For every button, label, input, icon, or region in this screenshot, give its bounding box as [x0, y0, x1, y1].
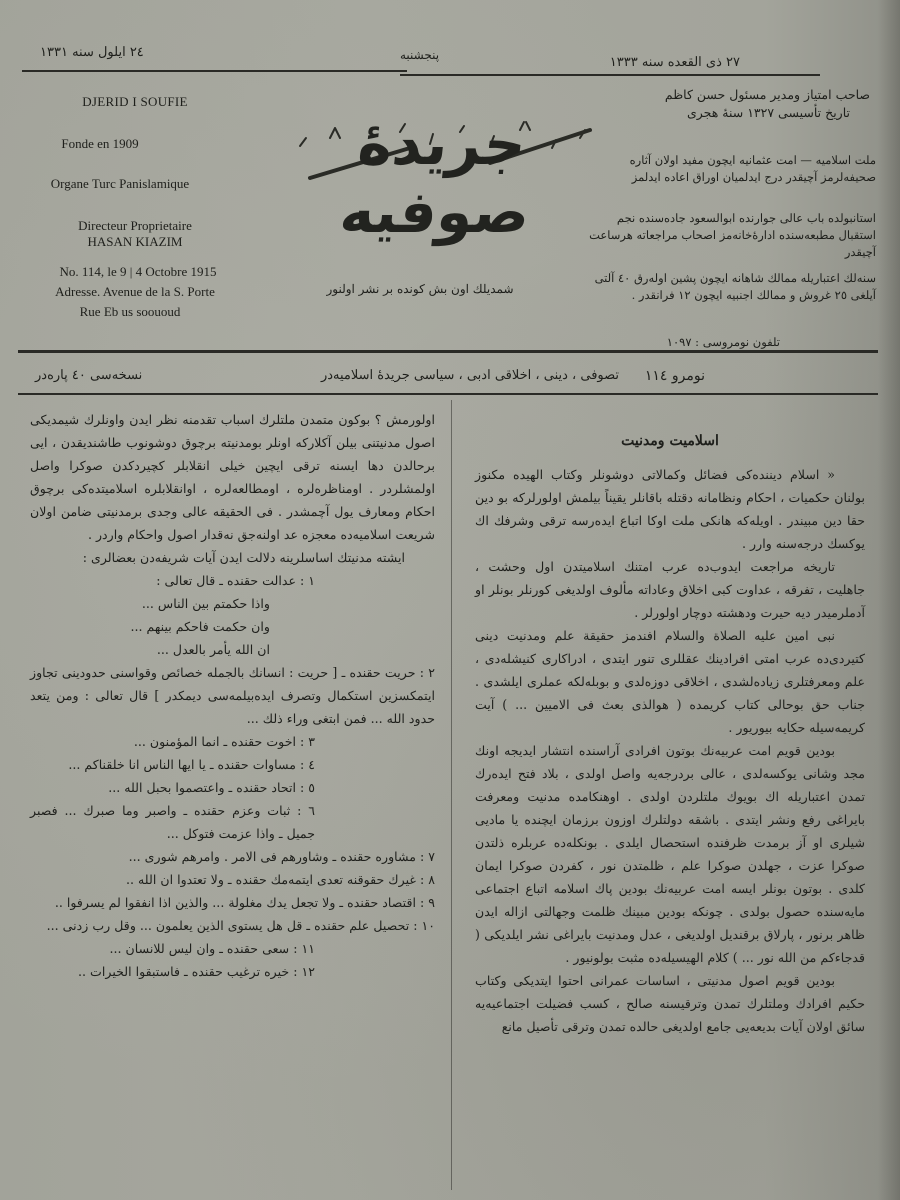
french-director-name: HASAN KIAZIM: [87, 234, 183, 249]
header-rule-right: [400, 74, 820, 76]
masthead-subtitle: شمديلك اون بش كونده بر نشر اولنور: [326, 282, 514, 296]
article-paragraph: بودين قويم اصول مدنيتی ، اساسات عمرانی احتوا ايتديكی وكتاب حكيم افرادك وملتلرك تمدن وترقيسنه صالح ، كسب فضيلت اجتماعيه‌يه سائق اولان آيات بديعه‌يی جامع اولديغی حالده تمدن وترقی تأصيل مانع: [475, 973, 865, 1034]
list-item: ٣ : اخوت حقنده ـ انما المؤمنون ...: [133, 734, 315, 749]
phone-number: تلفون نومروسی : ١٠٩٧: [666, 335, 780, 349]
issue-number: نومرو ١١٤: [644, 368, 705, 384]
article-column-left: [30, 408, 435, 983]
founded-line: تاريخ تأسيسی ١٣٢٧ سنهٔ هجری: [686, 105, 850, 120]
owner-line: صاحب امتياز ومدير مسئول حسن كاظم: [664, 87, 870, 102]
list-item: ٨ : غيرك حقوقنه تعدی ايتمه‌مك حقنده ـ ولا تعتدوا ان الله ..: [126, 872, 435, 887]
notice-subscription: سنه‌لك اعتباريله ممالك شاهانه ايچون پشين اولەرق ٤٠ آلتی آيلغی ٢٥ غروش و ممالك اجنبيه ايچون ١٢ فرانقدر .: [594, 271, 876, 302]
date-rumi: ٢٤ ايلول سنه ١٣٣١: [40, 45, 144, 60]
masthead-bottom-rule: [18, 350, 878, 353]
french-organ: Organe Turc Panislamique: [50, 176, 190, 191]
masthead-title: جريدهٔ صوفيه: [336, 110, 534, 246]
column-divider: [451, 400, 452, 1190]
issue-bar-rule: [18, 393, 878, 395]
article-paragraph: اولورمش ؟ بوكون متمدن ملتلرك اسباب تقدمنه نظر ايدن واونلرك شيمديكی اصول مدنيتنی بيلن آكلارکه اونلر بومدنيته برچوق دوشونوب طاشنديقدن ، ايی برحالدن دها ايسنه ترقی ايچين خيلی انقلابلر كچيردكدن صوكرا واصل اولمشلردر . اومناظره‌لره ، اومطالعه‌لره ، اوانقلابلره اسلاميتده‌كی برچوق احكام ومعارف يول آچمشدر . فی الحقيقه عالی وجدی برمدنيتی ضامن اولان شريعت اسلاميه‌ده معجزه عد اولنه‌جق نه‌قدار اصول واحكام واردر .: [30, 412, 435, 542]
article-title: اسلاميت ومدنيت: [621, 433, 719, 449]
list-item: ٩ : اقتصاد حقنده ـ ولا تجعل يدك مغلولة ... والذين اذا انفقوا لم يسرفوا ..: [54, 895, 435, 910]
french-issue: No. 114, le 9 | 4 Octobre 1915: [59, 264, 217, 279]
french-founded: Fonde en 1909: [61, 136, 139, 151]
article-paragraph: بودين قويم امت عربيه‌نك بوتون افرادی آراسنده انتشار ايديجه اونك مجد وشانی يوكسه‌لدی ، عالی بردرجه‌يه واصل اولدی ، بلاد فتح ايده‌رك تمدن اعتباريله اك بويوك ملتلردن اولدی . اوهنكامده مدنيت ومعرفت بايراغی رفع ونشر ايتدی . باشقه دولتلرك اوزون برزمان ايچنده يا ماديی شيلری او آز برمدت ظرفنده استحصال ايلدی . بونكله‌ده عربلره ذلتدن صوكرا عزت ، جهلدن صوكرا علم ، ظلمتدن نور ، كفردن صوكرا ايمان كلدی . بوتون بونلر ايسه امت عربيه‌نك بودين پاك اسلامه اتباع اجتماعی مايه‌سنده حصول بولدی . چونكه بودين مبينك ظلمت وجهالتی ازاله ايدن ظاهر برنور ، پارلاق برقنديل اولديغی ، عدل ومدنيت بايراغی نشر ايلديكی ( قدجاءكم من الله نور ... ) كلام الهيسيله‌ده مثبت بولونيور .: [475, 743, 865, 965]
french-title: DJERID I SOUFIE: [82, 94, 188, 109]
list-item: ٦ : ثبات وعزم حقنده ـ واصبر وما صبرك ... فصبر جميل ـ واذا عزمت فتوكل ...: [30, 803, 315, 841]
list-item: ١٠ : تحصيل علم حقنده ـ قل هل يستوی الذين يعلمون ... وقل رب زدنی ...: [46, 918, 435, 933]
list-item-verse: واذا حكمتم بين الناس ...: [141, 596, 270, 611]
date-hijri: ٢٧ ذی القعده سنه ١٣٣٣: [609, 55, 740, 70]
notice-office: استانبولده باب عالی جوارنده ابوالسعود جاده‌سنده نجم استقبال مطبعه‌سنده ادارهٔ‌خانه‌مز اصحاب مراجعاته هرساعت آچيقدر: [589, 211, 876, 259]
article-paragraph: ايشته مدنيتك اساسلرينه دلالت ايدن آيات شريفه‌دن بعضالری :: [82, 550, 405, 565]
list-item: ٢ : حريت حقنده ـ [ حريت : انسانك بالجمله خصائص وقواسنی حدودينی تجاوز ايتمكسزين استكمال وتصرف ايده‌بيلمه‌سی ديمكدر ] قال تعالى : ومن يتعد حدود الله ... فمن ابتغى وراء ذلك ...: [30, 665, 435, 726]
list-item: ١٢ : خيره ترغيب حقنده ـ فاستبقوا الخيرات ..: [78, 964, 315, 979]
notice-submissions: ملت اسلاميه — امت عثمانيه ايچون مفيد اولان آثاره صحيفه‌لرمز آچيقدر درج ايدلميان اوراق اعاده ايدلمز: [629, 153, 876, 184]
french-street: Rue Eb us soououd: [79, 304, 181, 319]
issue-price: نسخه‌سی ٤٠ پاره‌در: [35, 368, 143, 383]
header-rule-left: [22, 70, 407, 72]
article-paragraph: تاريخه مراجعت ايدوب‌ده عرب امتنك اسلاميتدن اول وحشت ، جاهليت ، تفرقه ، عداوت كبی اخلاق وعاداته مألوف اولديغی كورنلر بونلر او آدملرميدر ديه حيرت ودهشته دوچار اولورلر .: [475, 559, 865, 620]
weekday: پنجشنبه: [400, 48, 440, 62]
french-director-label: Directeur Proprietaire: [78, 218, 192, 233]
french-address: Adresse. Avenue de la S. Porte: [55, 284, 215, 299]
list-item: ١ : عدالت حقنده ـ قال تعالى :: [156, 573, 315, 588]
list-item: ٥ : اتحاد حقنده ـ واعتصموا بحبل الله ...: [108, 780, 315, 795]
article-column-right: [475, 408, 865, 1038]
page-edge-shadow: [878, 0, 900, 1200]
list-item-verse: ان الله يأمر بالعدل ...: [156, 642, 270, 657]
list-item: ٧ : مشاوره حقنده ـ وشاورهم فی الامر . وامرهم شورى ...: [128, 849, 435, 864]
list-item: ١١ : سعی حقنده ـ وان ليس للانسان ...: [109, 941, 315, 956]
article-paragraph: « اسلام ديننده‌كی فضائل وكمالاتی دوشونلر وكتاب الهيده مكنوز بولنان حكميات ، احكام ونظامانه دقتله باقانلر يقيناً بيلمش اولورلركه بو دين حقا دين مبيندر . اويله‌كه هانكی ملت اوكا اتباع ايدەرسه ترقی وشرفك اك يوكسك درجه‌سنه وارر .: [475, 467, 865, 551]
issue-description: تصوفی ، دينی ، اخلاقی ادبی ، سياسی جريدهٔ اسلاميه‌در: [320, 368, 620, 383]
article-paragraph: نبی امين عليه الصلاة والسلام افندمز حقيقة علم ومدنيت دينی كتيردی‌ده عرب امتی افرادينك عقللری تنور ايتدی ، ادراكاری كنيشله‌دی ، علم ومعرفتلری زياده‌لشدی ، اخلاقی دوزه‌لدی و بوبله‌لكه عملری ايلشدی . جناب حق بوحالی كتاب كريمده ( هوالذی بعث فی الاميين ... ) آيت كريمه‌سيله حكايه بيوريور .: [475, 628, 865, 735]
list-item: ٤ : مساوات حقنده ـ يا ايها الناس انا خلقناكم ...: [68, 757, 315, 772]
list-item-verse: وان حكمت فاحكم بينهم ...: [130, 619, 270, 634]
